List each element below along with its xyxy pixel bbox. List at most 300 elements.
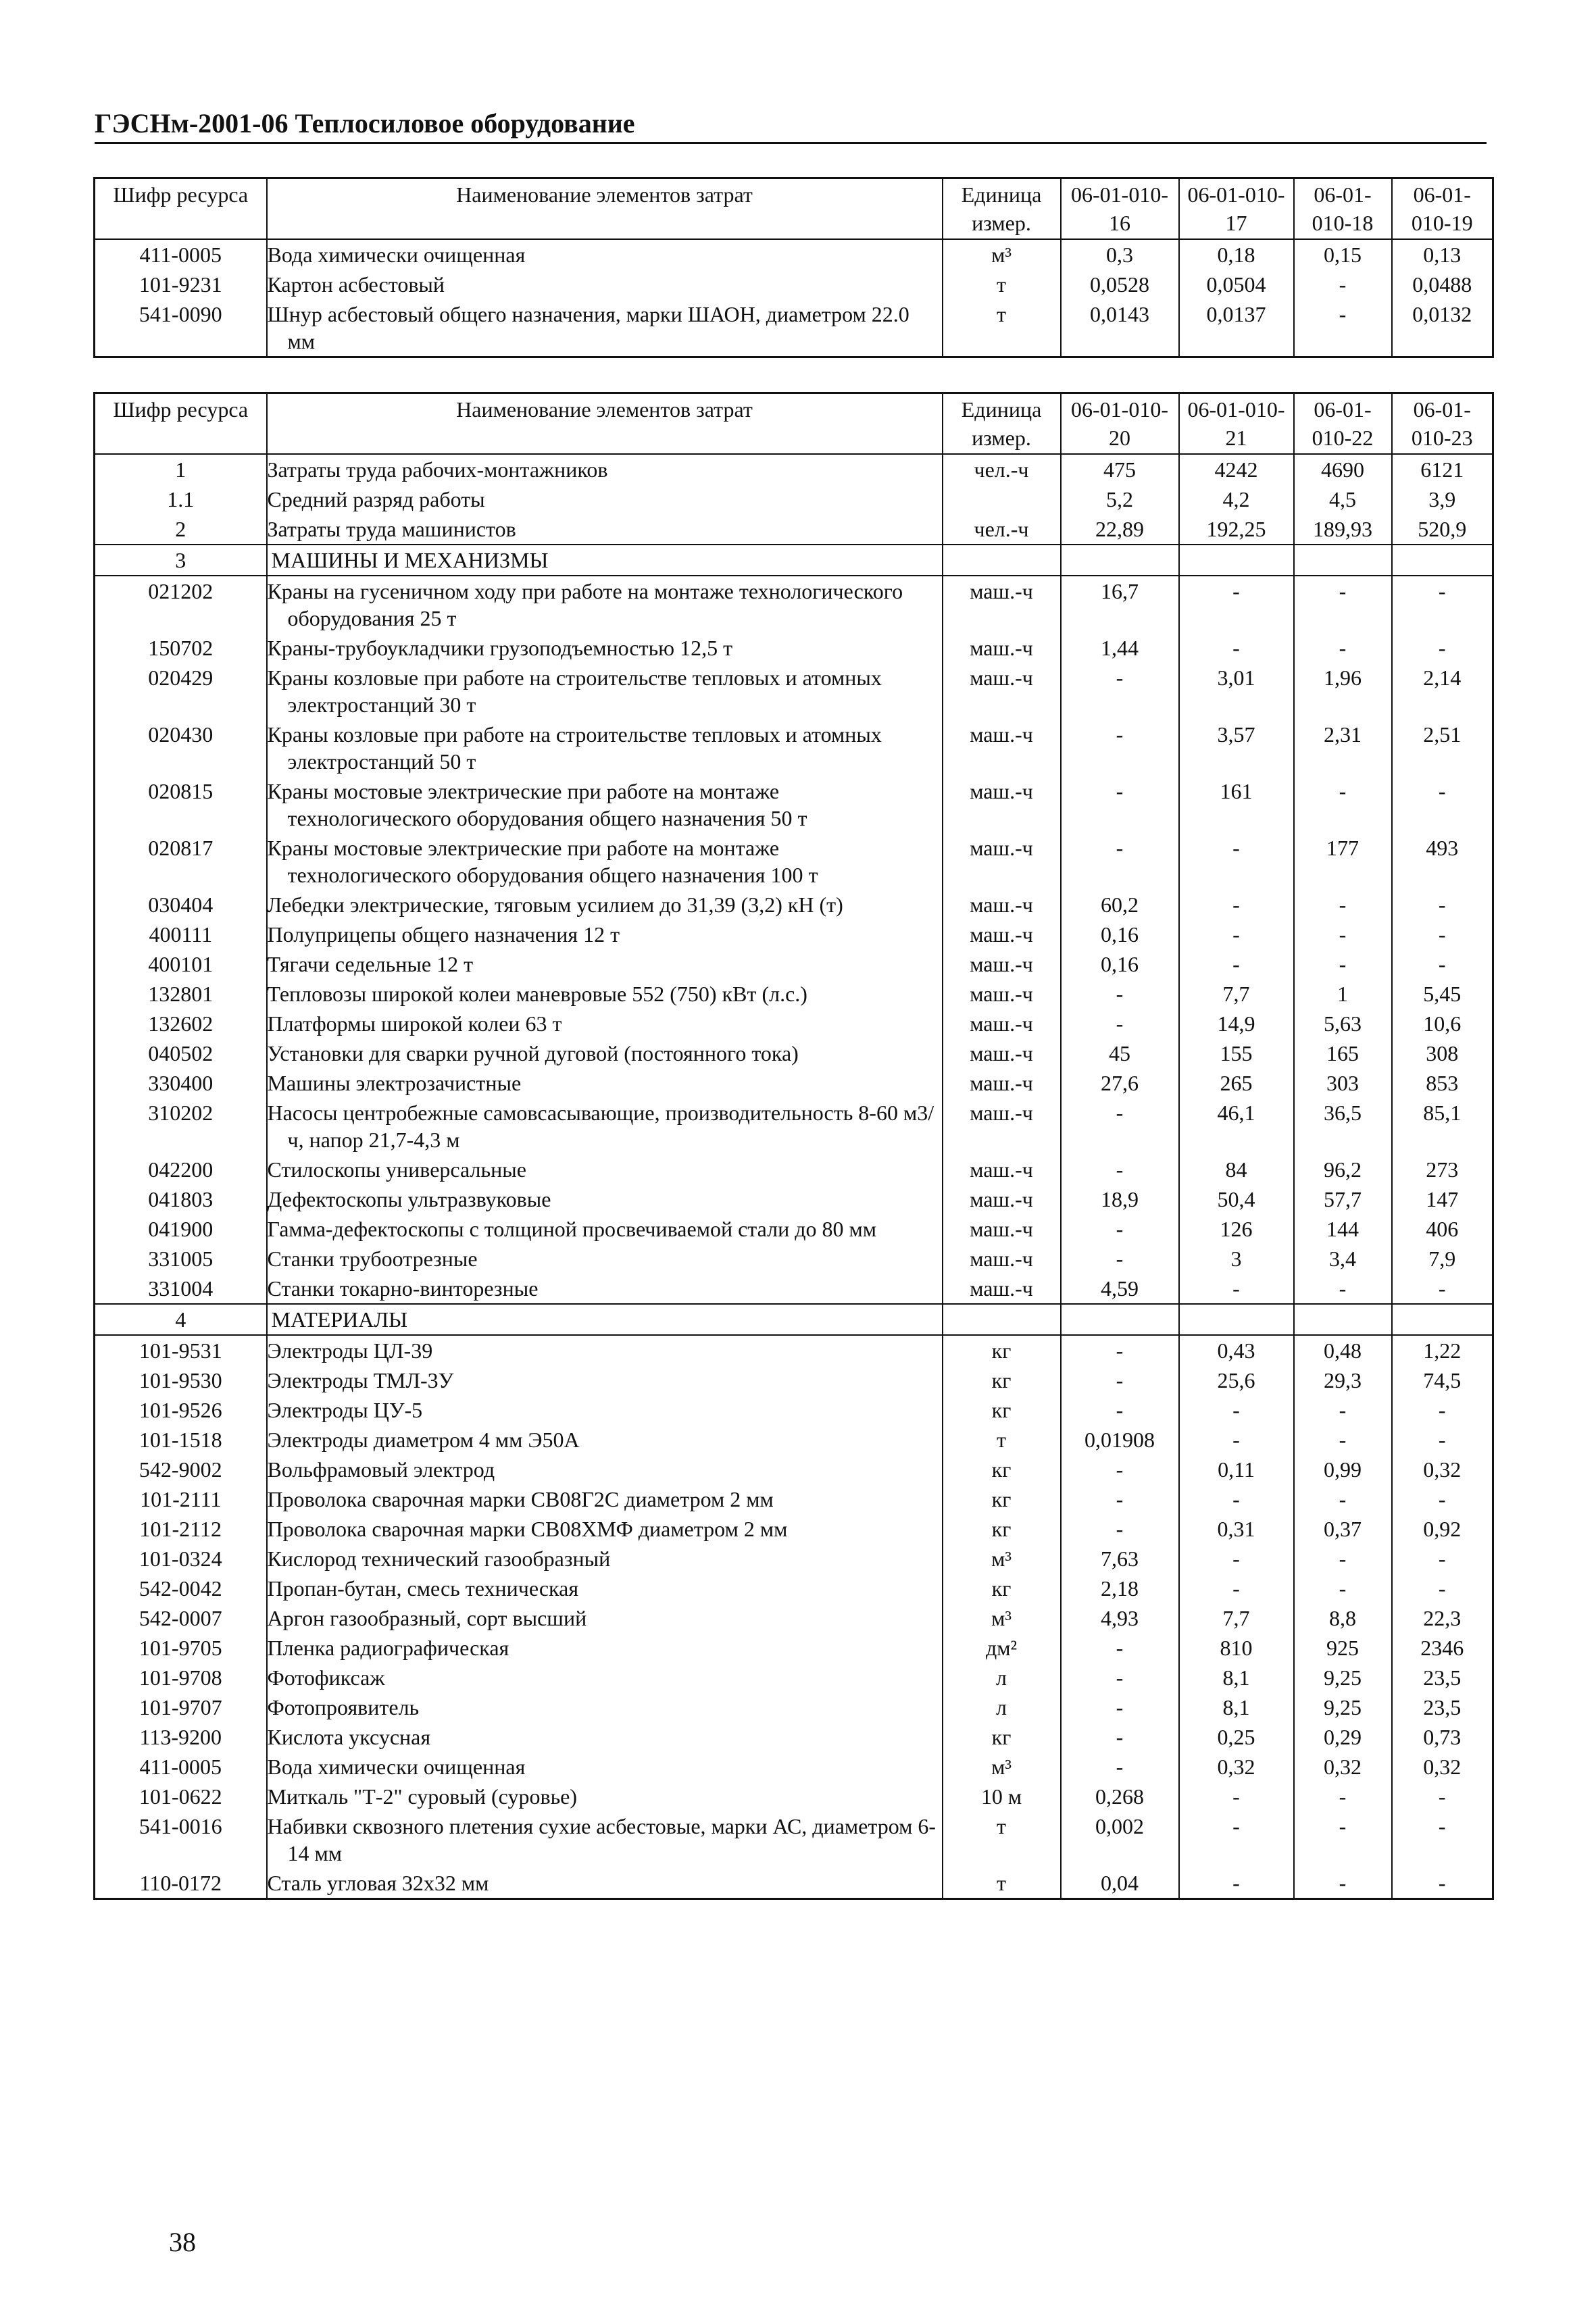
table-row xyxy=(95,1811,1493,1868)
cell-value-col-3: - xyxy=(1294,1811,1392,1868)
page-title: ГЭСНм-2001-06 Теплосиловое оборудование xyxy=(95,107,1487,144)
cell-value-col-3: 29,3 xyxy=(1294,1365,1392,1395)
cell-value-col-2: - xyxy=(1179,833,1294,890)
cell-resource-code: 330400 xyxy=(95,1068,267,1098)
cell-value-col-3: - xyxy=(1294,633,1392,663)
cell-unit: чел.-ч xyxy=(943,454,1061,484)
column-header-resource-code: Шифр ресурса xyxy=(95,178,267,240)
column-header-unit: Единица измер. xyxy=(943,178,1061,240)
cell-value-col-3: 4,5 xyxy=(1294,484,1392,514)
cell-value-col-1: - xyxy=(1061,1395,1179,1425)
cell-value-col-4: 0,73 xyxy=(1392,1722,1493,1752)
cell-value-col-2: 0,18 xyxy=(1179,239,1294,270)
cell-value-col-4: - xyxy=(1392,633,1493,663)
cell-value-col-3: 2,31 xyxy=(1294,720,1392,776)
cell-cost-item-name: Полуприцепы общего назначения 12 т xyxy=(267,920,943,949)
cell-value-col-3: 0,37 xyxy=(1294,1514,1392,1544)
cell-value-col-3: 0,48 xyxy=(1294,1335,1392,1365)
cell-value-col-3: 1 xyxy=(1294,979,1392,1009)
cell-value-col-4: - xyxy=(1392,776,1493,833)
cell-resource-code: 132801 xyxy=(95,979,267,1009)
column-header-value-col-1: 06-01-010-20 xyxy=(1061,393,1179,455)
cell-value-col-4: 5,45 xyxy=(1392,979,1493,1009)
cell-cost-item-name: Шнур асбестовый общего назначения, марки ШАОН, диаметром 22.0 мм xyxy=(267,299,943,357)
cell-value-col-3: 189,93 xyxy=(1294,514,1392,545)
cell-value-col-4: 7,9 xyxy=(1392,1244,1493,1274)
cell-unit: т xyxy=(943,1425,1061,1455)
cell-value-col-1: - xyxy=(1061,1365,1179,1395)
cell-cost-item-name: Вольфрамовый электрод xyxy=(267,1455,943,1484)
cell-value-col-3: - xyxy=(1294,1484,1392,1514)
cell-value-col-1: - xyxy=(1061,1663,1179,1692)
cell-value-col-4: 0,32 xyxy=(1392,1455,1493,1484)
cell-cost-item-name: Затраты труда машинистов xyxy=(267,514,943,545)
cell-value-col-2: 8,1 xyxy=(1179,1663,1294,1692)
cell-cost-item-name: Фотофиксаж xyxy=(267,1663,943,1692)
cell-value-col-1: - xyxy=(1061,1244,1179,1274)
table-row xyxy=(95,720,1493,776)
cell-value-col-2: 0,11 xyxy=(1179,1455,1294,1484)
cell-unit: маш.-ч xyxy=(943,1009,1061,1038)
cell-value-col-2: - xyxy=(1179,1274,1294,1304)
cell-unit: маш.-ч xyxy=(943,1098,1061,1155)
cell-value-col-2 xyxy=(1179,1304,1294,1335)
cell-value-col-2: 192,25 xyxy=(1179,514,1294,545)
cell-value-col-2: 3 xyxy=(1179,1244,1294,1274)
cell-value-col-3: - xyxy=(1294,299,1392,357)
cell-value-col-3: 0,99 xyxy=(1294,1455,1392,1484)
cell-value-col-4: 1,22 xyxy=(1392,1335,1493,1365)
cell-value-col-4: - xyxy=(1392,1574,1493,1603)
cell-value-col-1: - xyxy=(1061,776,1179,833)
cell-unit xyxy=(943,484,1061,514)
cell-value-col-4: 23,5 xyxy=(1392,1692,1493,1722)
cell-value-col-2: - xyxy=(1179,1425,1294,1455)
cell-value-col-3: 144 xyxy=(1294,1214,1392,1244)
cell-resource-code: 3 xyxy=(95,545,267,576)
cell-value-col-2: - xyxy=(1179,1544,1294,1574)
cell-cost-item-name: МАТЕРИАЛЫ xyxy=(267,1304,943,1335)
cell-cost-item-name: Электроды ЦЛ-39 xyxy=(267,1335,943,1365)
cell-resource-code: 020429 xyxy=(95,663,267,720)
cell-resource-code: 041900 xyxy=(95,1214,267,1244)
cell-value-col-1: 0,01908 xyxy=(1061,1425,1179,1455)
cell-value-col-1: - xyxy=(1061,1214,1179,1244)
table-row xyxy=(95,1155,1493,1184)
table-header-row xyxy=(95,178,1493,240)
table-row xyxy=(95,833,1493,890)
cell-unit: м³ xyxy=(943,1752,1061,1782)
cell-value-col-1: 22,89 xyxy=(1061,514,1179,545)
cell-cost-item-name: Электроды ЦУ-5 xyxy=(267,1395,943,1425)
cell-unit: т xyxy=(943,299,1061,357)
cell-value-col-1: 2,18 xyxy=(1061,1574,1179,1603)
cell-value-col-1: - xyxy=(1061,979,1179,1009)
cell-value-col-4: 147 xyxy=(1392,1184,1493,1214)
cell-cost-item-name: Аргон газообразный, сорт высший xyxy=(267,1603,943,1633)
cell-value-col-2: 0,25 xyxy=(1179,1722,1294,1752)
cell-value-col-2: 0,32 xyxy=(1179,1752,1294,1782)
table-row xyxy=(95,1574,1493,1603)
column-header-value-col-4: 06-01-010-23 xyxy=(1392,393,1493,455)
cell-resource-code: 101-2112 xyxy=(95,1514,267,1544)
cell-resource-code: 400101 xyxy=(95,949,267,979)
cell-value-col-3: - xyxy=(1294,1868,1392,1899)
cell-value-col-4: 0,0132 xyxy=(1392,299,1493,357)
cell-value-col-2: 8,1 xyxy=(1179,1692,1294,1722)
table-row xyxy=(95,1009,1493,1038)
table-row xyxy=(95,979,1493,1009)
cell-unit: маш.-ч xyxy=(943,1068,1061,1098)
table-row xyxy=(95,1038,1493,1068)
cell-value-col-3: 9,25 xyxy=(1294,1692,1392,1722)
cell-value-col-1: - xyxy=(1061,1722,1179,1752)
cell-resource-code: 542-0007 xyxy=(95,1603,267,1633)
cell-value-col-4: 6121 xyxy=(1392,454,1493,484)
cell-value-col-1: - xyxy=(1061,720,1179,776)
cell-cost-item-name: Пленка радиографическая xyxy=(267,1633,943,1663)
cell-value-col-1: 16,7 xyxy=(1061,576,1179,633)
cell-resource-code: 101-9531 xyxy=(95,1335,267,1365)
table-row xyxy=(95,1425,1493,1455)
cell-value-col-1: - xyxy=(1061,1752,1179,1782)
cell-value-col-1: 0,0528 xyxy=(1061,270,1179,299)
cell-value-col-3: - xyxy=(1294,1782,1392,1811)
cell-value-col-4: 2346 xyxy=(1392,1633,1493,1663)
cell-unit: дм² xyxy=(943,1633,1061,1663)
cell-resource-code: 101-9526 xyxy=(95,1395,267,1425)
cell-unit: маш.-ч xyxy=(943,833,1061,890)
column-header-cost-item-name: Наименование элементов затрат xyxy=(267,393,943,455)
cell-value-col-1: 4,59 xyxy=(1061,1274,1179,1304)
cell-value-col-2 xyxy=(1179,545,1294,576)
cell-cost-item-name: Пропан-бутан, смесь техническая xyxy=(267,1574,943,1603)
cell-resource-code: 101-9707 xyxy=(95,1692,267,1722)
cell-value-col-3: - xyxy=(1294,1544,1392,1574)
cell-value-col-4: - xyxy=(1392,1544,1493,1574)
cell-resource-code: 411-0005 xyxy=(95,1752,267,1782)
table-row xyxy=(95,920,1493,949)
table-row xyxy=(95,484,1493,514)
table-row xyxy=(95,576,1493,633)
cell-unit: т xyxy=(943,1811,1061,1868)
cell-unit: кг xyxy=(943,1574,1061,1603)
cell-unit: кг xyxy=(943,1365,1061,1395)
cell-unit: маш.-ч xyxy=(943,1274,1061,1304)
cell-cost-item-name: Гамма-дефектоскопы с толщиной просвечиваемой стали до 80 мм xyxy=(267,1214,943,1244)
cell-value-col-1: - xyxy=(1061,1455,1179,1484)
cell-value-col-1: - xyxy=(1061,833,1179,890)
cell-value-col-2: 161 xyxy=(1179,776,1294,833)
table-row xyxy=(95,299,1493,357)
cell-resource-code: 2 xyxy=(95,514,267,545)
cell-cost-item-name: Дефектоскопы ультразвуковые xyxy=(267,1184,943,1214)
table-row xyxy=(95,1633,1493,1663)
cell-resource-code: 541-0016 xyxy=(95,1811,267,1868)
cell-value-col-4: 10,6 xyxy=(1392,1009,1493,1038)
column-header-value-col-3: 06-01-010-18 xyxy=(1294,178,1392,240)
cell-value-col-2: 4242 xyxy=(1179,454,1294,484)
cell-cost-item-name: Средний разряд работы xyxy=(267,484,943,514)
cell-unit: 10 м xyxy=(943,1782,1061,1811)
cell-value-col-3: 303 xyxy=(1294,1068,1392,1098)
cell-value-col-4: 0,32 xyxy=(1392,1752,1493,1782)
cell-value-col-3 xyxy=(1294,545,1392,576)
cell-value-col-1: 0,3 xyxy=(1061,239,1179,270)
column-header-value-col-4: 06-01-010-19 xyxy=(1392,178,1493,240)
cell-value-col-2: 0,31 xyxy=(1179,1514,1294,1544)
cell-value-col-1 xyxy=(1061,1304,1179,1335)
cell-unit: м³ xyxy=(943,1603,1061,1633)
cell-value-col-4: - xyxy=(1392,949,1493,979)
cell-resource-code: 1 xyxy=(95,454,267,484)
cell-value-col-4: 0,92 xyxy=(1392,1514,1493,1544)
cell-cost-item-name: Краны-трубоукладчики грузоподъемностью 12,5 т xyxy=(267,633,943,663)
cell-value-col-4: - xyxy=(1392,920,1493,949)
table-row xyxy=(95,1304,1493,1335)
cell-value-col-1: 1,44 xyxy=(1061,633,1179,663)
cell-resource-code: 040502 xyxy=(95,1038,267,1068)
cell-value-col-3: - xyxy=(1294,1274,1392,1304)
cell-cost-item-name: Сталь угловая 32х32 мм xyxy=(267,1868,943,1899)
cell-unit: маш.-ч xyxy=(943,1038,1061,1068)
cell-value-col-1: 0,268 xyxy=(1061,1782,1179,1811)
cell-cost-item-name: Электроды ТМЛ-3У xyxy=(267,1365,943,1395)
table-row xyxy=(95,270,1493,299)
cell-value-col-2: 46,1 xyxy=(1179,1098,1294,1155)
cell-value-col-2: 25,6 xyxy=(1179,1365,1294,1395)
cell-resource-code: 310202 xyxy=(95,1098,267,1155)
cell-value-col-3: - xyxy=(1294,890,1392,920)
cell-unit: л xyxy=(943,1692,1061,1722)
cell-cost-item-name: Кислота уксусная xyxy=(267,1722,943,1752)
cell-cost-item-name: Миткаль "Т-2" суровый (суровье) xyxy=(267,1782,943,1811)
cell-resource-code: 542-0042 xyxy=(95,1574,267,1603)
cell-value-col-2: - xyxy=(1179,920,1294,949)
cell-value-col-3: - xyxy=(1294,920,1392,949)
table-row xyxy=(95,949,1493,979)
cell-value-col-3: 57,7 xyxy=(1294,1184,1392,1214)
cell-cost-item-name: Фотопроявитель xyxy=(267,1692,943,1722)
cell-cost-item-name: Краны на гусеничном ходу при работе на монтаже технологического оборудования 25 т xyxy=(267,576,943,633)
cell-unit xyxy=(943,545,1061,576)
cell-value-col-3: - xyxy=(1294,776,1392,833)
cell-unit: м³ xyxy=(943,1544,1061,1574)
cell-value-col-1: 0,16 xyxy=(1061,949,1179,979)
cell-value-col-4: 308 xyxy=(1392,1038,1493,1068)
cell-value-col-3: - xyxy=(1294,576,1392,633)
cell-unit: маш.-ч xyxy=(943,1184,1061,1214)
cell-value-col-1: - xyxy=(1061,1692,1179,1722)
cell-value-col-4: - xyxy=(1392,1811,1493,1868)
cell-value-col-2: 50,4 xyxy=(1179,1184,1294,1214)
cell-cost-item-name: Вода химически очищенная xyxy=(267,1752,943,1782)
cell-unit: маш.-ч xyxy=(943,720,1061,776)
cell-resource-code: 331005 xyxy=(95,1244,267,1274)
cell-cost-item-name: Набивки сквозного плетения сухие асбестовые, марки АС, диаметром 6-14 мм xyxy=(267,1811,943,1868)
cell-cost-item-name: Платформы широкой колеи 63 т xyxy=(267,1009,943,1038)
cell-value-col-4: 2,51 xyxy=(1392,720,1493,776)
cell-resource-code: 331004 xyxy=(95,1274,267,1304)
cell-value-col-1: - xyxy=(1061,1633,1179,1663)
cell-unit: маш.-ч xyxy=(943,949,1061,979)
cell-value-col-4: 85,1 xyxy=(1392,1098,1493,1155)
column-header-cost-item-name: Наименование элементов затрат xyxy=(267,178,943,240)
column-header-unit: Единица измер. xyxy=(943,393,1061,455)
cell-value-col-4: 493 xyxy=(1392,833,1493,890)
cell-resource-code: 101-9530 xyxy=(95,1365,267,1395)
cell-value-col-2: 4,2 xyxy=(1179,484,1294,514)
cell-value-col-4: - xyxy=(1392,1425,1493,1455)
cell-unit: л xyxy=(943,1663,1061,1692)
cell-value-col-4: 853 xyxy=(1392,1068,1493,1098)
cell-cost-item-name: Установки для сварки ручной дуговой (постоянного тока) xyxy=(267,1038,943,1068)
cell-unit: кг xyxy=(943,1455,1061,1484)
cell-resource-code: 020817 xyxy=(95,833,267,890)
cell-value-col-1: 475 xyxy=(1061,454,1179,484)
cell-unit: маш.-ч xyxy=(943,663,1061,720)
cell-value-col-1: 0,002 xyxy=(1061,1811,1179,1868)
cell-value-col-3: 3,4 xyxy=(1294,1244,1392,1274)
table-row xyxy=(95,776,1493,833)
cell-value-col-1: 60,2 xyxy=(1061,890,1179,920)
page-number: 38 xyxy=(169,2227,196,2257)
cell-cost-item-name: Краны козловые при работе на строительстве тепловых и атомных электростанций 50 т xyxy=(267,720,943,776)
cell-value-col-4: 0,0488 xyxy=(1392,270,1493,299)
cell-unit xyxy=(943,1304,1061,1335)
cell-value-col-4: 520,9 xyxy=(1392,514,1493,545)
cell-value-col-4: 0,13 xyxy=(1392,239,1493,270)
cell-resource-code: 021202 xyxy=(95,576,267,633)
cell-value-col-4: 2,14 xyxy=(1392,663,1493,720)
cell-value-col-4: 273 xyxy=(1392,1155,1493,1184)
table-row xyxy=(95,890,1493,920)
cell-cost-item-name: Кислород технический газообразный xyxy=(267,1544,943,1574)
resource-table-2 xyxy=(93,392,1494,1900)
cell-resource-code: 101-0622 xyxy=(95,1782,267,1811)
cell-value-col-3: 36,5 xyxy=(1294,1098,1392,1155)
cell-value-col-1: - xyxy=(1061,1009,1179,1038)
cell-resource-code: 542-9002 xyxy=(95,1455,267,1484)
cell-value-col-4: - xyxy=(1392,1274,1493,1304)
cell-value-col-1: 7,63 xyxy=(1061,1544,1179,1574)
cell-value-col-1: 45 xyxy=(1061,1038,1179,1068)
cell-unit: м³ xyxy=(943,239,1061,270)
cell-cost-item-name: Вода химически очищенная xyxy=(267,239,943,270)
cell-value-col-2: 84 xyxy=(1179,1155,1294,1184)
cell-value-col-2: 155 xyxy=(1179,1038,1294,1068)
cell-value-col-2: 14,9 xyxy=(1179,1009,1294,1038)
table-row xyxy=(95,1395,1493,1425)
cell-value-col-4: - xyxy=(1392,1395,1493,1425)
cell-cost-item-name: Картон асбестовый xyxy=(267,270,943,299)
cell-resource-code: 041803 xyxy=(95,1184,267,1214)
table-row xyxy=(95,1663,1493,1692)
table-row xyxy=(95,1603,1493,1633)
cell-cost-item-name: Проволока сварочная марки СВ08Г2С диаметром 2 мм xyxy=(267,1484,943,1514)
cell-cost-item-name: Станки трубоотрезные xyxy=(267,1244,943,1274)
cell-resource-code: 4 xyxy=(95,1304,267,1335)
cell-value-col-2: 0,43 xyxy=(1179,1335,1294,1365)
cell-cost-item-name: Тепловозы широкой колеи маневровые 552 (750) кВт (л.с.) xyxy=(267,979,943,1009)
table-row xyxy=(95,663,1493,720)
cell-value-col-1: 0,0143 xyxy=(1061,299,1179,357)
cell-value-col-3: 0,15 xyxy=(1294,239,1392,270)
table-row xyxy=(95,1782,1493,1811)
cell-cost-item-name: Лебедки электрические, тяговым усилием до 31,39 (3,2) кН (т) xyxy=(267,890,943,920)
cell-value-col-2: - xyxy=(1179,949,1294,979)
cell-value-col-2: - xyxy=(1179,576,1294,633)
table-row xyxy=(95,1752,1493,1782)
cell-value-col-1: - xyxy=(1061,1514,1179,1544)
cell-value-col-2: 126 xyxy=(1179,1214,1294,1244)
cell-value-col-3: 9,25 xyxy=(1294,1663,1392,1692)
column-header-resource-code: Шифр ресурса xyxy=(95,393,267,455)
cell-value-col-2: 810 xyxy=(1179,1633,1294,1663)
cell-value-col-3: 165 xyxy=(1294,1038,1392,1068)
table-row xyxy=(95,1068,1493,1098)
cell-value-col-2: 0,0137 xyxy=(1179,299,1294,357)
cell-unit: кг xyxy=(943,1514,1061,1544)
table-row xyxy=(95,1244,1493,1274)
cell-cost-item-name: Стилоскопы универсальные xyxy=(267,1155,943,1184)
cell-value-col-1: - xyxy=(1061,1098,1179,1155)
cell-value-col-3: - xyxy=(1294,1395,1392,1425)
cell-value-col-1: - xyxy=(1061,1484,1179,1514)
cell-value-col-2: 0,0504 xyxy=(1179,270,1294,299)
column-header-value-col-3: 06-01-010-22 xyxy=(1294,393,1392,455)
cell-unit: маш.-ч xyxy=(943,776,1061,833)
table-row xyxy=(95,1484,1493,1514)
cell-unit: маш.-ч xyxy=(943,633,1061,663)
table-row xyxy=(95,1365,1493,1395)
cell-value-col-2: - xyxy=(1179,1484,1294,1514)
cell-value-col-3: 925 xyxy=(1294,1633,1392,1663)
cell-value-col-3 xyxy=(1294,1304,1392,1335)
cell-value-col-1: 4,93 xyxy=(1061,1603,1179,1633)
cell-value-col-2: 7,7 xyxy=(1179,1603,1294,1633)
cell-value-col-3: 8,8 xyxy=(1294,1603,1392,1633)
cell-value-col-1: - xyxy=(1061,1335,1179,1365)
cell-value-col-4: - xyxy=(1392,890,1493,920)
cell-value-col-4: - xyxy=(1392,1782,1493,1811)
cell-resource-code: 400111 xyxy=(95,920,267,949)
cell-value-col-2: - xyxy=(1179,1395,1294,1425)
cell-cost-item-name: Станки токарно-винторезные xyxy=(267,1274,943,1304)
cell-value-col-4: 23,5 xyxy=(1392,1663,1493,1692)
cell-cost-item-name: Краны мостовые электрические при работе на монтаже технологического оборудования общего назначения 50 т xyxy=(267,776,943,833)
table-row xyxy=(95,1335,1493,1365)
cell-resource-code: 020815 xyxy=(95,776,267,833)
cell-resource-code: 030404 xyxy=(95,890,267,920)
cell-unit: маш.-ч xyxy=(943,1155,1061,1184)
table-row xyxy=(95,1214,1493,1244)
cell-value-col-4 xyxy=(1392,545,1493,576)
cell-value-col-3: 177 xyxy=(1294,833,1392,890)
cell-resource-code: 411-0005 xyxy=(95,239,267,270)
cell-value-col-1: - xyxy=(1061,663,1179,720)
cell-value-col-1: 5,2 xyxy=(1061,484,1179,514)
column-header-value-col-1: 06-01-010-16 xyxy=(1061,178,1179,240)
cell-value-col-3: 0,32 xyxy=(1294,1752,1392,1782)
resource-table-1 xyxy=(93,177,1494,358)
cell-unit: чел.-ч xyxy=(943,514,1061,545)
cell-value-col-2: - xyxy=(1179,1782,1294,1811)
cell-value-col-2: 3,57 xyxy=(1179,720,1294,776)
cell-value-col-2: 265 xyxy=(1179,1068,1294,1098)
cell-unit: маш.-ч xyxy=(943,920,1061,949)
cell-unit: маш.-ч xyxy=(943,1244,1061,1274)
